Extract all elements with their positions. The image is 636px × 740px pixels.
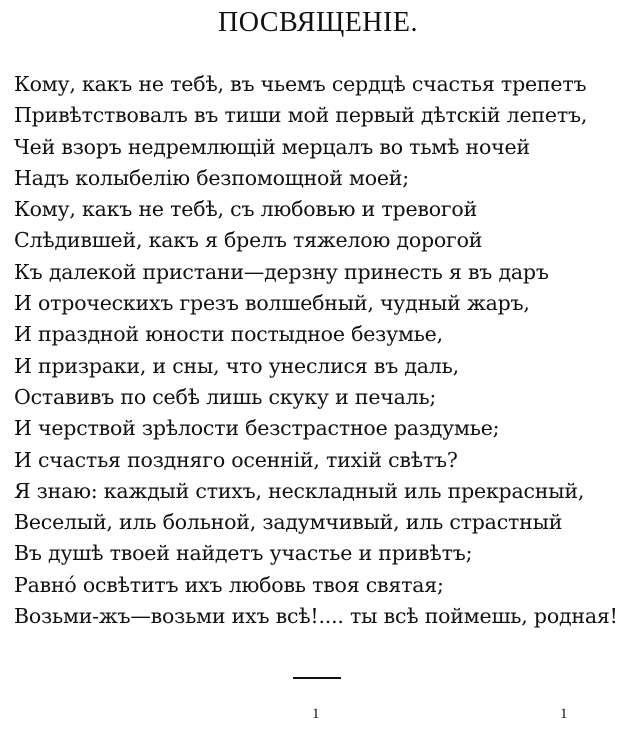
poem-stanza — [14, 69, 626, 632]
poem-line: И счастья поздняго осеннiй, тихiй свѣтъ? — [14, 447, 458, 472]
poem-line: И черствой зрѣлости безстрастное раздумье; — [14, 416, 500, 441]
poem-line: Веселый, иль больной, задумчивый, иль страстный — [14, 510, 563, 535]
poem-line: Чей взоръ недремлющiй мерцалъ во тьмѣ ночей — [14, 134, 530, 159]
poem-line: Равнó освѣтитъ ихъ любовь твоя святая; — [14, 572, 444, 597]
poem-line: Возьми-жъ—возьми ихъ всѣ!.... ты всѣ поймешь, родная! — [14, 604, 618, 629]
dedication-title: ПОСВЯЩЕНIE. — [218, 7, 418, 38]
poem-line: Къ далекой пристани—дерзну принесть я въ даръ — [14, 259, 549, 284]
poem-line: Въ душѣ твоей найдетъ участье и привѣтъ; — [14, 541, 473, 566]
poem-line: Слѣдившей, какъ я брелъ тяжелою дорогой — [14, 228, 483, 253]
poem-line: Кому, какъ не тебѣ, въ чьемъ сердцѣ счастья трепетъ — [14, 72, 587, 96]
poem-line: Оставивъ по себѣ лишь скуку и печаль; — [14, 384, 437, 409]
poem-line: И отроческихъ грезъ волшебный, чудный жаръ, — [14, 291, 530, 316]
poem-line: Надъ колыбелiю безпомощной моей; — [14, 165, 409, 190]
section-divider-rule — [293, 677, 341, 679]
poem-line: И праздной юности постыдное безумье, — [14, 322, 443, 347]
page-number-right: 1 — [560, 706, 568, 722]
poem-line: Кому, какъ не тебѣ, съ любовью и тревогой — [14, 197, 478, 222]
page-number-left: 1 — [312, 706, 320, 722]
poem-line: Привѣтствовалъ въ тиши мой первый дѣтскiй лепетъ, — [14, 103, 588, 128]
poem-line: И призраки, и сны, что унеслися въ даль, — [14, 353, 459, 378]
poem-line: Я знаю: каждый стихъ, нескладный иль прекрасный, — [14, 478, 585, 503]
